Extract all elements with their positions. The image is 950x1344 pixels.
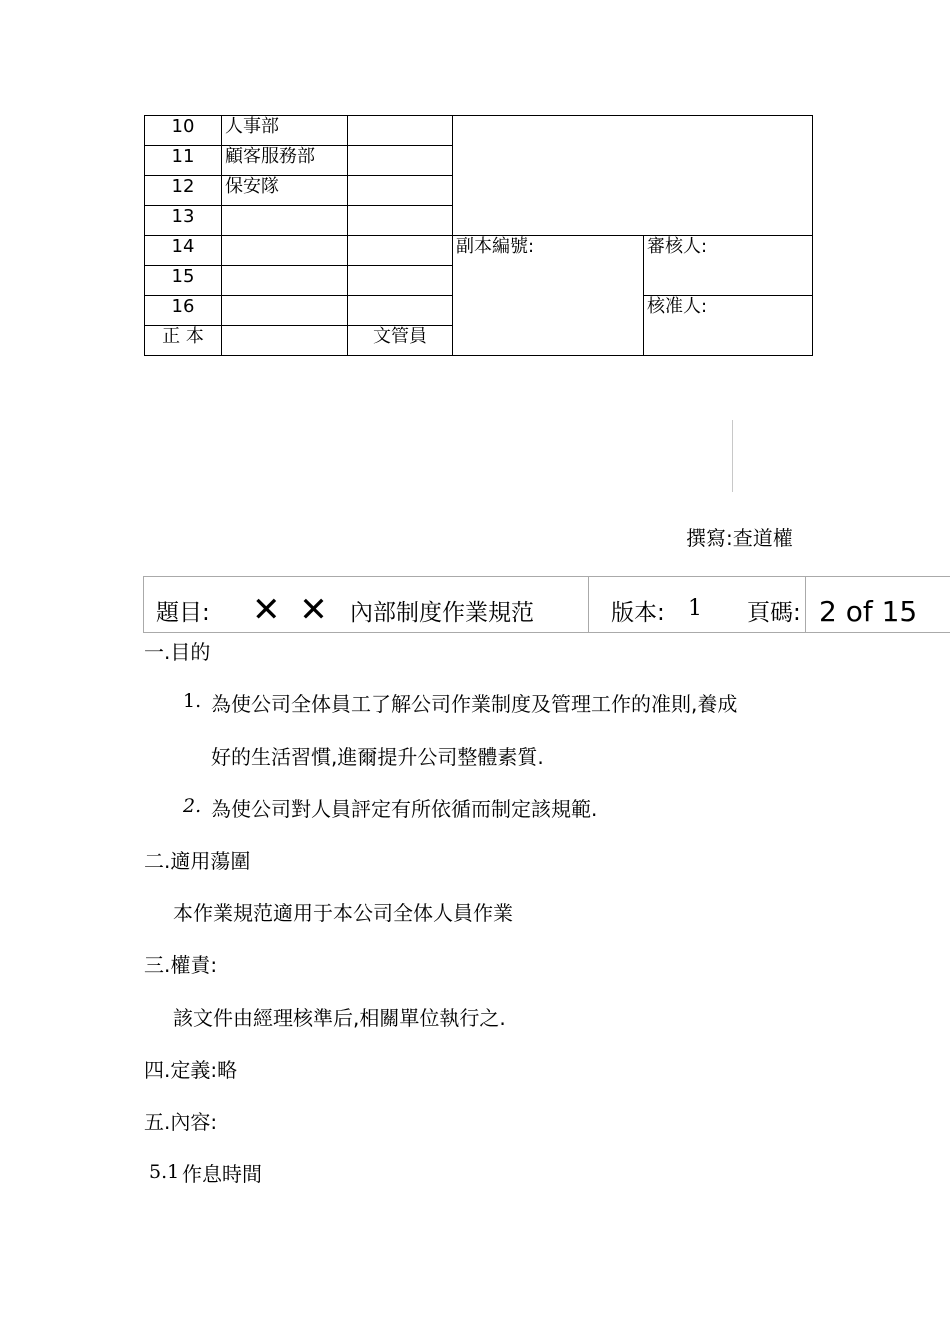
department-cell: 顧客服務部 bbox=[222, 146, 348, 176]
sign-cell bbox=[348, 116, 453, 146]
approver-cell: 核准人: bbox=[644, 296, 813, 356]
row-number: 正 本 bbox=[145, 326, 222, 356]
list-number: 2. bbox=[183, 795, 202, 817]
blank-area bbox=[453, 116, 813, 236]
row-number: 11 bbox=[145, 146, 222, 176]
department-cell: 人事部 bbox=[222, 116, 348, 146]
row-number: 12 bbox=[145, 176, 222, 206]
department-cell bbox=[222, 206, 348, 236]
row-number: 16 bbox=[145, 296, 222, 326]
subject-title: 內部制度作業規范 bbox=[350, 600, 534, 626]
distribution-table bbox=[144, 115, 813, 356]
subsection-number: 5.1 bbox=[149, 1161, 180, 1183]
sign-cell bbox=[348, 206, 453, 236]
version-label: 版本: bbox=[611, 600, 665, 626]
page-number: 2 of 15 bbox=[819, 595, 918, 628]
row-number: 10 bbox=[145, 116, 222, 146]
list-item-continued: 好的生活習慣,進爾提升公司整體素質. bbox=[211, 745, 544, 769]
subsection-title: 作息時間 bbox=[182, 1162, 262, 1186]
row-number: 14 bbox=[145, 236, 222, 266]
subject-label: 題目: bbox=[156, 600, 210, 626]
section-title: 二.適用蕩圍 bbox=[144, 849, 251, 873]
department-cell bbox=[222, 326, 348, 356]
section-title: 一.目的 bbox=[144, 640, 211, 664]
list-number: 1. bbox=[183, 690, 202, 712]
list-item: 為使公司全体員工了解公司作業制度及管理工作的准則,養成 bbox=[211, 692, 738, 716]
section-title: 五.內容: bbox=[144, 1110, 218, 1134]
sign-cell bbox=[348, 236, 453, 266]
divider-line bbox=[732, 420, 733, 492]
section-title: 四.定義:略 bbox=[144, 1058, 238, 1082]
department-cell: 保安隊 bbox=[222, 176, 348, 206]
list-item: 為使公司對人員評定有所依循而制定該規範. bbox=[211, 797, 598, 821]
row-number: 15 bbox=[145, 266, 222, 296]
header-divider bbox=[588, 577, 589, 633]
subject-marks: ✕ ✕ bbox=[252, 590, 332, 630]
department-cell bbox=[222, 266, 348, 296]
document-header bbox=[143, 576, 950, 633]
sign-cell bbox=[348, 146, 453, 176]
table-row bbox=[145, 116, 813, 146]
header-divider bbox=[805, 577, 806, 633]
sign-cell bbox=[348, 296, 453, 326]
department-cell bbox=[222, 236, 348, 266]
sign-cell bbox=[348, 176, 453, 206]
section-body: 本作業規范適用于本公司全体人員作業 bbox=[173, 901, 513, 925]
page-label: 頁碼: bbox=[747, 600, 801, 626]
version-value: 1 bbox=[688, 596, 702, 621]
sign-cell: 文管員 bbox=[348, 326, 453, 356]
section-title: 三.權責: bbox=[144, 953, 218, 977]
copy-number-cell: 副本編號: bbox=[453, 236, 644, 356]
sign-cell bbox=[348, 266, 453, 296]
row-number: 13 bbox=[145, 206, 222, 236]
table-row bbox=[145, 236, 813, 266]
reviewer-cell: 審核人: bbox=[644, 236, 813, 296]
section-body: 該文件由經理核準后,相關單位執行之. bbox=[173, 1006, 506, 1030]
department-cell bbox=[222, 296, 348, 326]
author-label: 撰寫:查道權 bbox=[686, 526, 793, 550]
